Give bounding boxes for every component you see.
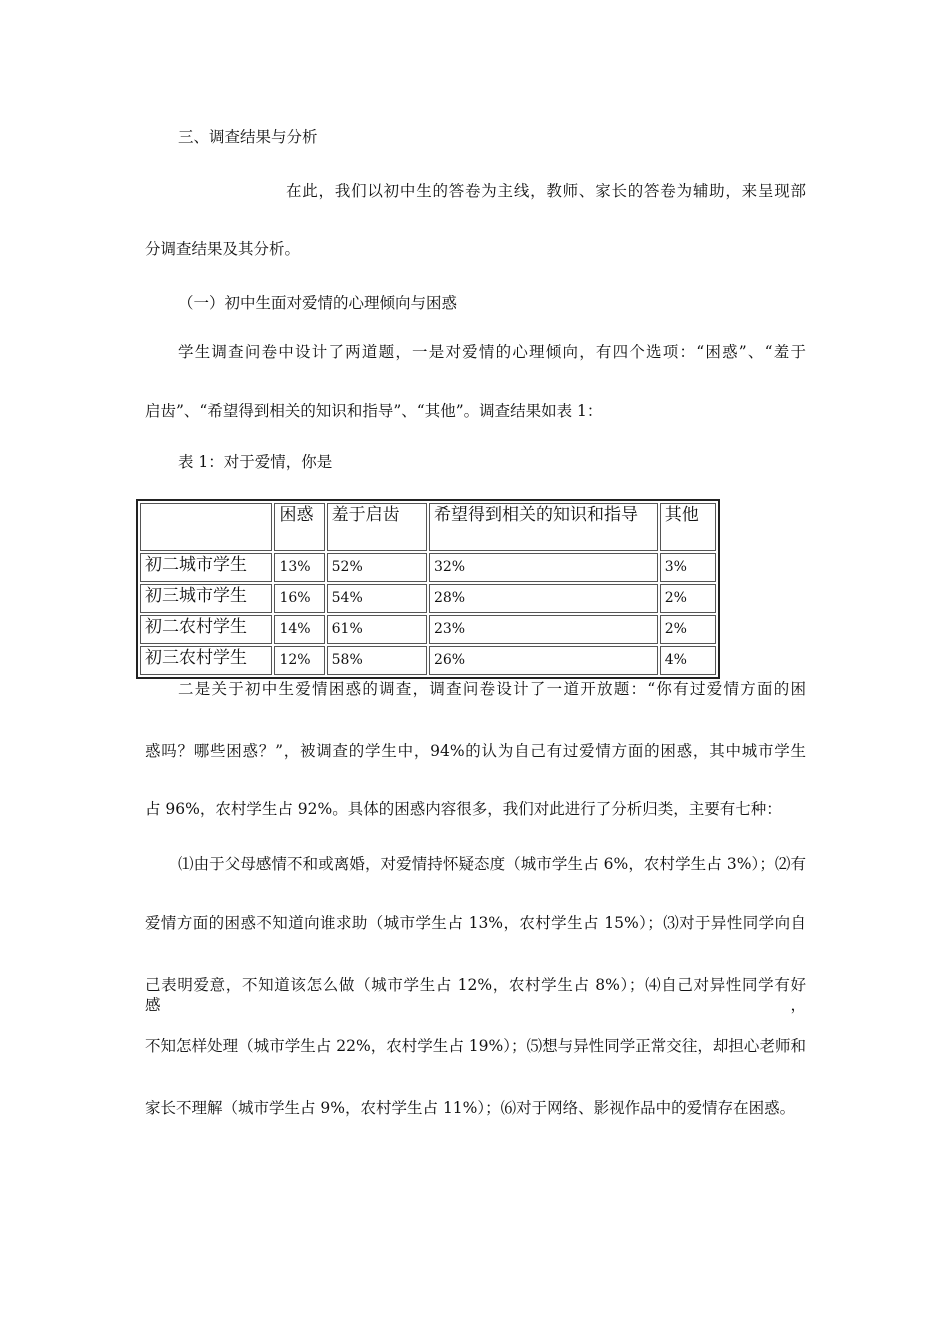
table-cell: 2% [660,584,716,613]
table-cell: 58% [327,646,427,675]
table-cell: 61% [327,615,427,644]
row-label: 初三城市学生 [140,584,272,613]
para3-line-4: 不知怎样处理（城市学生占 22%，农村学生占 19%）；⑸想与异性同学正常交往，却担心老师和 [145,1037,806,1055]
subheading: （一）初中生面对爱情的心理倾向与困惑 [178,294,458,312]
intro-line-2: 分调查结果及其分析。 [145,240,301,258]
table-cell: 14% [274,615,324,644]
table-cell: 32% [429,553,658,582]
table-cell: 12% [274,646,324,675]
section-heading: 三、调查结果与分析 [178,128,318,146]
table-header-cell [140,503,272,551]
table-header-cell: 其他 [660,503,716,551]
para3-line-1: ⑴由于父母感情不和或离婚，对爱情持怀疑态度（城市学生占 6%，农村学生占 3%）；⑵有 [178,855,806,873]
table-row [140,584,716,613]
table-cell: 16% [274,584,324,613]
para3-line-2: 爱情方面的困惑不知道向谁求助（城市学生占 13%，农村学生占 15%）；⑶对于异性同学向自 [145,914,806,932]
table-cell: 2% [660,615,716,644]
survey-table [136,499,720,679]
table-cell: 52% [327,553,427,582]
table-row [140,553,716,582]
table-cell: 28% [429,584,658,613]
para3-line-5: 家长不理解（城市学生占 9%，农村学生占 11%）；⑹对于网络、影视作品中的爱情存在困惑。 [145,1099,796,1117]
table-header-cell: 羞于启齿 [327,503,427,551]
table-cell: 4% [660,646,716,675]
table-cell: 3% [660,553,716,582]
table-row [140,615,716,644]
para3-line-3: 己表明爱意，不知道该怎么做（城市学生占 12%，农村学生占 8%）；⑷自己对异性同学有好感， [145,976,806,1014]
table-header-cell: 希望得到相关的知识和指导 [429,503,658,551]
row-label: 初二城市学生 [140,553,272,582]
table-row [140,646,716,675]
table-header-cell: 困惑 [274,503,324,551]
para2-line-1: 二是关于初中生爱情困惑的调查，调查问卷设计了一道开放题：“你有过爱情方面的困 [178,680,806,698]
intro-line-1: 在此，我们以初中生的答卷为主线，教师、家长的答卷为辅助，来呈现部 [286,182,806,200]
table-cell: 13% [274,553,324,582]
table-cell: 54% [327,584,427,613]
row-label: 初二农村学生 [140,615,272,644]
table-caption: 表 1：对于爱情，你是 [178,453,333,471]
table-cell: 26% [429,646,658,675]
table-cell: 23% [429,615,658,644]
table-header-row [140,503,716,551]
para1-line-1: 学生调查问卷中设计了两道题，一是对爱情的心理倾向，有四个选项：“困惑”、“羞于 [178,343,806,361]
para2-line-2: 惑吗？哪些困惑？”，被调查的学生中，94%的认为自己有过爱情方面的困惑，其中城市学生 [145,742,806,760]
para2-line-3: 占 96%，农村学生占 92%。具体的困惑内容很多，我们对此进行了分析归类，主要有七种： [145,800,782,818]
para1-line-2: 启齿”、“希望得到相关的知识和指导”、“其他”。调查结果如表 1： [145,402,603,420]
row-label: 初三农村学生 [140,646,272,675]
